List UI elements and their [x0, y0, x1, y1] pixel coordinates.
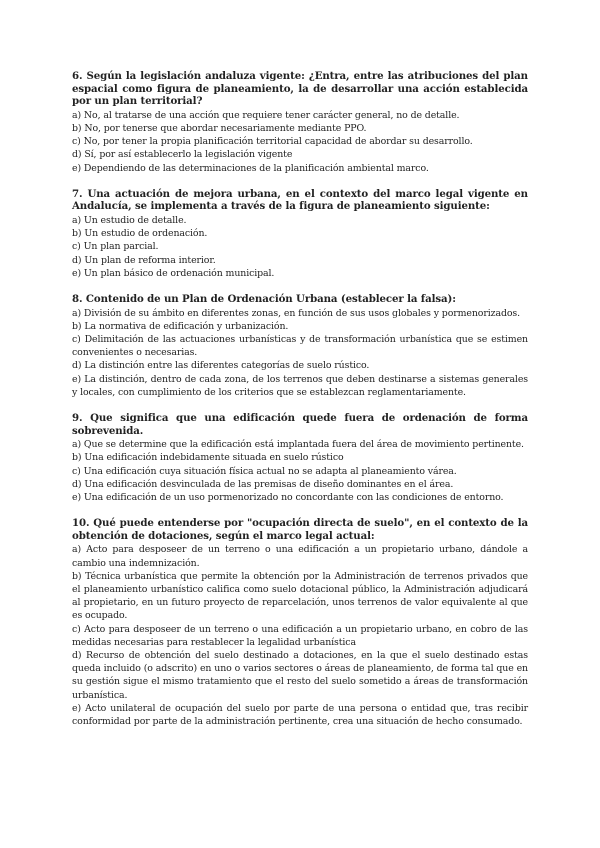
- question-title: 9. Que significa que una edificación quede fuera de ordenación de forma sobrevenida.: [72, 412, 528, 437]
- answer-option: d) La distinción entre las diferentes categorías de suelo rústico.: [72, 360, 370, 372]
- answer-option: e) La distinción, dentro de cada zona, de los terrenos que deben destinarse a sistemas generales y locales, con cumplimiento de los criterios que se establezcan reglamentariamente.: [72, 373, 528, 398]
- answer-option: d) Sí, por así establecerlo la legislación vigente: [72, 149, 293, 161]
- answer-option: c) Un plan parcial.: [72, 241, 159, 253]
- answer-option: e) Una edificación de un uso pormenorizado no concordante con las condiciones de entorno.: [72, 492, 504, 504]
- question-10: [72, 517, 528, 728]
- answer-option: a) Que se determine que la edificación está implantada fuera del área de movimiento pertinente.: [72, 439, 524, 451]
- answer-option: c) Delimitación de las actuaciones urbanísticas y de transformación urbanística que se estimen convenientes o necesarias.: [72, 334, 528, 359]
- answer-option: b) No, por tenerse que abordar necesariamente mediante PPO.: [72, 122, 367, 134]
- answer-option: b) Un estudio de ordenación.: [72, 228, 208, 240]
- question-title: 10. Qué puede entenderse por "ocupación directa de suelo", en el contexto de la obtención de dotaciones, según el marco legal actual:: [72, 517, 528, 542]
- answer-option: e) Acto unilateral de ocupación del suelo por parte de una persona o entidad que, tras recibir conformidad por parte de la administración pertinente, crea una situación de hecho consumado.: [72, 702, 528, 728]
- answer-option: d) Un plan de reforma interior.: [72, 254, 216, 266]
- question-6: [72, 70, 528, 175]
- answer-option: c) No, por tener la propia planificación territorial capacidad de abordar su desarrollo.: [72, 136, 473, 148]
- answer-option: d) Una edificación desvinculada de las premisas de diseño dominantes en el área.: [72, 478, 454, 490]
- question-8: [72, 293, 528, 399]
- answer-option: b) Una edificación indebidamente situada en suelo rústico: [72, 452, 344, 464]
- answer-option: a) Acto para desposeer de un terreno o una edificación a un propietario urbano, dándole a cambio una indemnización.: [72, 544, 528, 569]
- question-9: [72, 412, 528, 504]
- question-title: 8. Contenido de un Plan de Ordenación Urbana (establecer la falsa):: [72, 293, 456, 305]
- question-title: 6. Según la legislación andaluza vigente: ¿Entra, entre las atribuciones del plan espacial como figura de planeamiento, la de desarrollar una acción establecida por un plan territorial?: [72, 70, 528, 108]
- answer-option: b) Técnica urbanística que permite la obtención por la Administración de terrenos privados que el planeamiento urbanístico califica como suelo dotacional público, la Administración adjudicará al propietario, en un futuro proyecto de reparcelación, unos terrenos de valor equivalente al que es ocupado.: [72, 570, 528, 622]
- answer-option: a) División de su ámbito en diferentes zonas, en función de sus usos globales y pormenorizados.: [72, 307, 520, 319]
- answer-option: c) Una edificación cuya situación física actual no se adapta al planeamiento várea.: [72, 465, 457, 477]
- exam-page: [72, 70, 528, 741]
- question-title: 7. Una actuación de mejora urbana, en el contexto del marco legal vigente en Andalucía, se implementa a través de la figura de planeamiento siguiente:: [72, 187, 528, 213]
- answer-option: e) Un plan básico de ordenación municipal.: [72, 267, 275, 279]
- answer-option: b) La normativa de edificación y urbanización.: [72, 320, 289, 332]
- answer-option: a) Un estudio de detalle.: [72, 214, 187, 226]
- answer-option: a) No, al tratarse de una acción que requiere tener carácter general, no de detalle.: [72, 109, 460, 121]
- question-7: [72, 188, 528, 280]
- answer-option: c) Acto para desposeer de un terreno o una edificación a un propietario urbano, en cobro de las medidas necesarias para restablecer la legalidad urbanística: [72, 623, 528, 648]
- answer-option: e) Dependiendo de las determinaciones de la planificación ambiental marco.: [72, 162, 429, 174]
- answer-option: d) Recurso de obtención del suelo destinado a dotaciones, en la que el suelo destinado estas queda incluido (o adscrito) en uno o varios sectores o áreas de planeamiento, de forma tal que en su gestión sigue el mismo tratamiento que el resto del suelo sometido a áreas de transformación urbanística.: [72, 650, 528, 701]
